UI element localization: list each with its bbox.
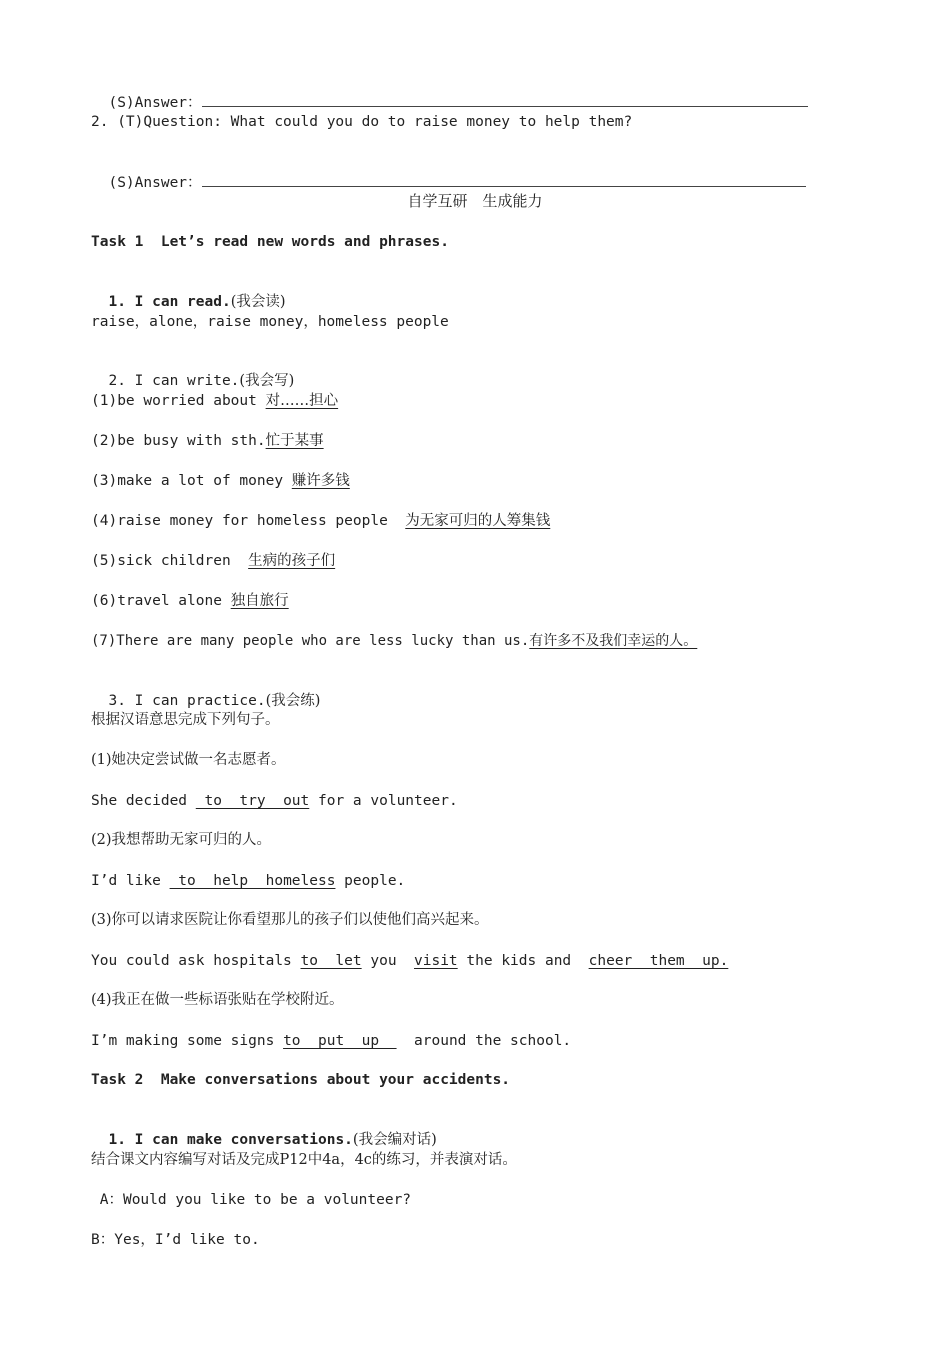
sentence-text: you (361, 953, 415, 969)
fill-blank[interactable]: to put up (283, 1033, 397, 1049)
dialogue-line-b: B：Yes，I’d like to. (91, 1232, 260, 1248)
write-item-en: (5)sick children (91, 553, 249, 569)
write-item-en: (2)be busy with sth. (91, 433, 266, 449)
practice-heading (91, 671, 320, 711)
sentence-4-cn: (4)我正在做一些标语张贴在学校附近。 (91, 992, 344, 1008)
write-item-en: (6)travel alone (91, 593, 231, 609)
write-item (91, 511, 550, 531)
conv-heading-cn: (我会编对话) (352, 1132, 437, 1148)
practice-instruction: 根据汉语意思完成下列句子。 (91, 712, 280, 728)
sentence-2 (91, 871, 405, 891)
sentence-text: I’d like (91, 873, 170, 889)
sentence-text: for a volunteer. (309, 793, 458, 809)
sentence-text: people. (335, 873, 406, 889)
write-item-en: (7)There are many people who are less lucky than us. (91, 633, 530, 649)
sentence-text: around the school. (396, 1033, 572, 1049)
fill-blank[interactable]: to help homeless (169, 873, 336, 889)
write-item (91, 551, 335, 571)
write-item-en: (3)make a lot of money (91, 473, 292, 489)
conv-heading (91, 1110, 437, 1150)
write-item-cn: 为无家可归的人筹集钱 (405, 513, 551, 529)
write-item (91, 391, 338, 411)
write-item (91, 471, 350, 491)
q2-question: 2. (T)Question: What could you do to raise money to help them? (91, 114, 633, 130)
section-title: 自学互研 生成能力 (407, 192, 543, 210)
write-item-cn: 生病的孩子们 (248, 553, 336, 569)
write-item-en: (4)raise money for homeless people (91, 513, 406, 529)
write-item-cn: 忙于某事 (265, 433, 324, 449)
dialogue-line-a: A：Would you like to be a volunteer? (91, 1192, 412, 1208)
write-heading (91, 351, 294, 391)
q2-answer-label: (S)Answer： (108, 175, 202, 191)
sentence-text: She decided (91, 793, 196, 809)
sentence-2-cn: (2)我想帮助无家可归的人。 (91, 832, 272, 848)
write-item (91, 431, 324, 451)
read-heading-cn: (我会读) (230, 294, 286, 310)
sentence-1 (91, 791, 458, 811)
write-item-cn: 对……担心 (265, 393, 339, 409)
task2-title: Task 2 Make conversations about your accidents. (91, 1072, 511, 1088)
q2-answer-blank[interactable] (202, 172, 806, 187)
write-item-cn: 赚许多钱 (291, 473, 350, 489)
write-item-cn: 独自旅行 (230, 593, 289, 609)
sentence-4 (91, 1031, 571, 1051)
read-heading (91, 272, 286, 312)
practice-heading-text: 3. I can practice. (108, 693, 266, 709)
conv-instruction: 结合课文内容编写对话及完成P12中4a，4c的练习，并表演对话。 (91, 1152, 517, 1168)
write-heading-text: 2. I can write. (108, 373, 240, 389)
conv-heading-text: 1. I can make conversations. (108, 1132, 353, 1148)
practice-heading-cn: (我会练) (265, 693, 321, 709)
write-item-cn: 有许多不及我们幸运的人。 (529, 633, 698, 649)
read-heading-text: 1. I can read. (108, 294, 231, 310)
q1-answer-label: (S)Answer： (108, 95, 202, 111)
fill-blank[interactable]: to let (300, 953, 362, 969)
sentence-3-cn: (3)你可以请求医院让你看望那儿的孩子们以使他们高兴起来。 (91, 912, 489, 928)
fill-blank[interactable]: to try out (195, 793, 310, 809)
write-item (91, 591, 289, 611)
write-item-en: (1)be worried about (91, 393, 266, 409)
sentence-text: You could ask hospitals (91, 953, 301, 969)
sentence-3 (91, 951, 728, 971)
read-words: raise，alone，raise money，homeless people (91, 314, 449, 330)
sentence-1-cn: (1)她决定尝试做一名志愿者。 (91, 752, 286, 768)
q1-answer-blank[interactable] (202, 92, 808, 107)
sentence-text: the kids and (457, 953, 589, 969)
write-heading-cn: (我会写) (239, 373, 295, 389)
task1-title: Task 1 Let’s read new words and phrases. (91, 234, 449, 250)
q2-answer-line (91, 152, 806, 193)
sentence-text: I’m making some signs (91, 1033, 284, 1049)
fill-blank[interactable]: visit (414, 953, 458, 969)
write-item (91, 631, 697, 651)
q1-answer-line (91, 72, 808, 113)
fill-blank[interactable]: cheer them up. (588, 953, 729, 969)
